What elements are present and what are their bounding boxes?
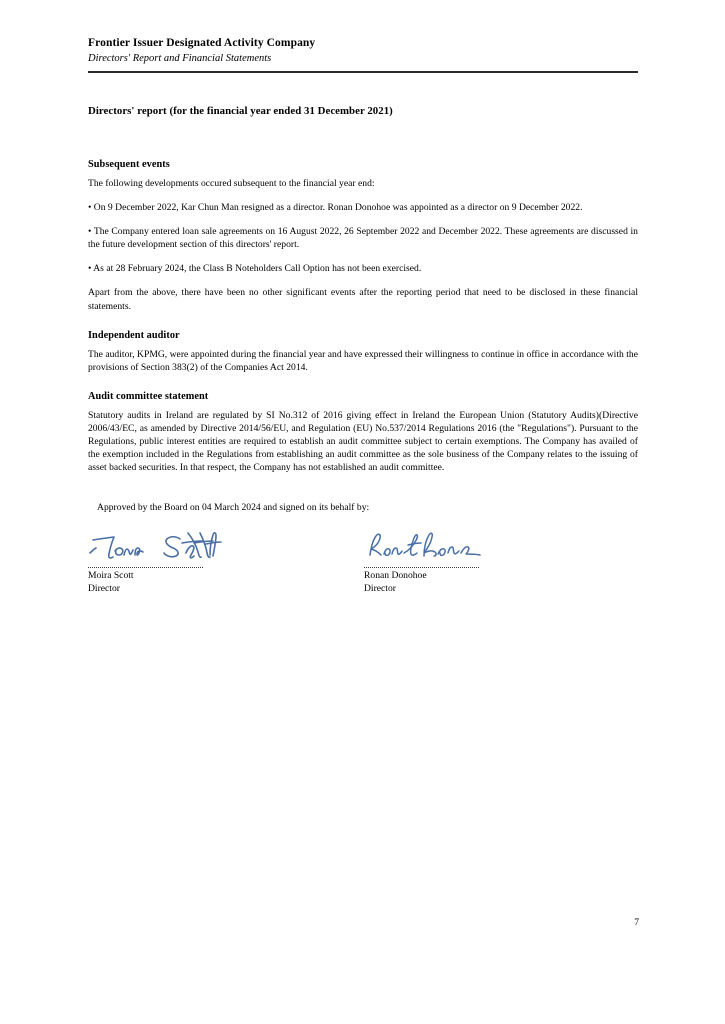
document-body [88, 104, 638, 514]
signature-area [88, 527, 638, 607]
board-approval-statement: Approved by the Board on 04 March 2024 and signed on its behalf by: [97, 502, 370, 514]
company-name: Frontier Issuer Designated Activity Company [88, 37, 316, 49]
ronan-donohoe-signature [364, 527, 564, 567]
signature-line [364, 567, 479, 568]
subsequent-events-intro: The following developments occured subsequent to the financial year end: [88, 178, 375, 189]
signature-block-moira-scott [88, 527, 328, 595]
signatory-name: Ronan Donohoe [364, 570, 427, 581]
audit-committee-body: Statutory audits in Ireland are regulated by SI No.312 of 2016 giving effect in Ireland the European Union (Statutory Audits)(Directive 2006/43/EC, as amended by Directive 2014/56/EU, and Regulation (EU) No.537/2014 Regulations 2016 (the "Regulations"). Pursuant to the Regulations, public interest entities are required to establish an audit committee subject to certain exemptions. The Company has availed of the exemption included in the Regulations from establishing an audit committee as the sole business of the Company relates to the issuing of asset backed securities. In that respect, the Company has not established an audit committee. [88, 409, 638, 474]
running-header [88, 36, 638, 66]
page-number: 7 [634, 917, 639, 928]
signatory-role: Director [88, 582, 120, 594]
signature-block-ronan-donohoe [364, 527, 604, 595]
document-subtitle: Directors' Report and Financial Statements [88, 53, 272, 64]
list-item: • The Company entered loan sale agreements on 16 August 2022, 26 September 2022 and December 2022. These agreements are discussed in the future development section of this directors' report. [88, 226, 638, 251]
signatory-role: Director [364, 582, 396, 594]
list-item: • As at 28 February 2024, the Class B Noteholders Call Option has not been exercised. [88, 263, 422, 275]
section-heading-audit-committee: Audit committee statement [88, 390, 209, 402]
list-item: • On 9 December 2022, Kar Chun Man resigned as a director. Ronan Donohoe was appointed as a director on 9 December 2022. [88, 202, 583, 214]
subsequent-events-closing: Apart from the above, there have been no other significant events after the reporting period that need to be disclosed in these financial statements. [88, 287, 638, 312]
moira-scott-signature [88, 527, 288, 567]
section-heading-subsequent-events: Subsequent events [88, 159, 170, 170]
section-heading-independent-auditor: Independent auditor [88, 329, 180, 341]
signature-line [88, 567, 203, 568]
independent-auditor-body: The auditor, KPMG, were appointed during the financial year and have expressed their willingness to continue in office in accordance with the provisions of Section 383(2) of the Companies Act 2014. [88, 348, 638, 373]
signatory-name: Moira Scott [88, 570, 134, 581]
page-title: Directors' report (for the financial year ended 31 December 2021) [88, 105, 393, 117]
header-divider [88, 71, 638, 73]
